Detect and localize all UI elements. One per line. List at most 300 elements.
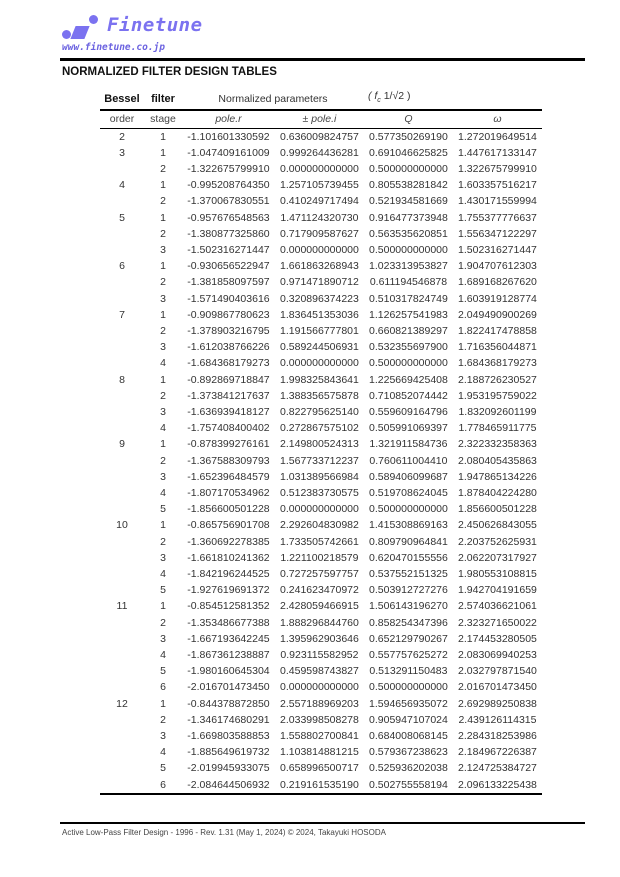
cell-omega: 1.502316271447 bbox=[458, 243, 537, 256]
cell-q: 0.620470155556 bbox=[369, 551, 448, 564]
cell-q: 0.500000000000 bbox=[369, 681, 448, 694]
cell-pole-i: 1.998325843641 bbox=[280, 373, 359, 386]
cell-pole-r: -1.378903216795 bbox=[187, 324, 270, 337]
cell-omega: 1.904707612303 bbox=[458, 260, 537, 273]
cell-omega: 2.174453280505 bbox=[458, 632, 537, 645]
cell-pole-r: -1.381858097597 bbox=[187, 276, 270, 289]
params-label-text: Normalized parameters bbox=[218, 92, 328, 105]
cell-order: 9 bbox=[119, 438, 125, 451]
cell-pole-i: 1.558802700841 bbox=[280, 730, 359, 743]
cell-omega: 1.778465911775 bbox=[458, 422, 537, 435]
cell-order bbox=[100, 388, 144, 404]
cell-omega: 2.049490900269 bbox=[458, 308, 537, 321]
table-row bbox=[100, 242, 542, 258]
cell-omega: 1.689168267620 bbox=[458, 276, 537, 289]
cell-pole-i: 0.822795625140 bbox=[280, 405, 359, 418]
cell-omega: 1.942704191659 bbox=[458, 584, 537, 597]
table-row bbox=[100, 582, 542, 598]
cell-q: 0.691046625825 bbox=[369, 146, 448, 159]
cell-pole-i: 0.000000000000 bbox=[280, 162, 359, 175]
cell-pole-r: -0.854512581352 bbox=[187, 600, 270, 613]
cell-omega: 2.062207317927 bbox=[458, 551, 537, 564]
cell-pole-r: -1.612038766226 bbox=[187, 341, 270, 354]
page-title: NORMALIZED FILTER DESIGN TABLES bbox=[62, 66, 277, 78]
cell-q: 0.557757625272 bbox=[369, 649, 448, 661]
cell-pole-i: 1.388356575878 bbox=[280, 389, 359, 402]
table-row bbox=[100, 712, 542, 728]
cell-q: 0.805538281842 bbox=[369, 179, 448, 192]
cell-stage: 4 bbox=[160, 357, 166, 370]
cell-stage: 3 bbox=[160, 341, 166, 354]
filter-label: filter bbox=[151, 92, 175, 105]
cell-order: 2 bbox=[119, 130, 125, 143]
cell-q: 0.500000000000 bbox=[369, 243, 448, 256]
cell-pole-r: -1.571490403616 bbox=[187, 292, 270, 305]
table-row bbox=[100, 566, 542, 582]
cell-q: 0.537552151325 bbox=[369, 567, 448, 580]
cell-pole-i: 0.658996500717 bbox=[280, 762, 359, 775]
table-row bbox=[100, 777, 542, 794]
cell-stage: 4 bbox=[160, 422, 166, 435]
cell-stage: 2 bbox=[160, 276, 166, 289]
cell-stage: 1 bbox=[160, 600, 166, 613]
table-row bbox=[100, 550, 542, 566]
cell-order bbox=[100, 339, 144, 355]
table-row bbox=[100, 534, 542, 550]
cell-order bbox=[100, 469, 144, 485]
bottom-divider bbox=[60, 822, 585, 824]
cell-pole-i: 0.459598743827 bbox=[280, 665, 359, 678]
cell-omega: 2.016701473450 bbox=[458, 681, 537, 694]
cell-stage: 5 bbox=[160, 503, 166, 516]
cell-stage: 6 bbox=[160, 681, 166, 694]
table-row bbox=[100, 161, 542, 177]
cell-pole-r: -1.842196244525 bbox=[187, 567, 270, 580]
cell-order bbox=[100, 323, 144, 339]
logo-dot-icon bbox=[89, 15, 98, 24]
cell-stage: 4 bbox=[160, 567, 166, 580]
cell-omega: 1.447617133147 bbox=[458, 146, 537, 159]
cell-q: 0.710852074442 bbox=[369, 389, 448, 402]
cell-pole-r: -1.101601330592 bbox=[187, 130, 270, 143]
cell-stage: 1 bbox=[160, 697, 166, 710]
cell-order bbox=[100, 744, 144, 760]
table-row bbox=[100, 210, 542, 226]
cutoff-f: ( f bbox=[367, 90, 378, 102]
cell-q: 0.809790964841 bbox=[369, 535, 448, 548]
table-row bbox=[100, 226, 542, 242]
cell-omega: 2.284318253986 bbox=[458, 730, 537, 743]
cell-pole-i: 0.000000000000 bbox=[280, 503, 359, 516]
cell-order bbox=[100, 663, 144, 679]
col-omega: ω bbox=[493, 113, 502, 126]
table-row bbox=[100, 501, 542, 517]
table-row bbox=[100, 323, 542, 339]
cell-omega: 1.684368179273 bbox=[458, 357, 537, 370]
cell-q: 0.500000000000 bbox=[369, 357, 448, 370]
cell-pole-r: -1.667193642245 bbox=[187, 632, 270, 645]
cell-q: 0.652129790267 bbox=[369, 632, 448, 645]
cell-order bbox=[100, 615, 144, 631]
cell-stage: 3 bbox=[160, 730, 166, 743]
cell-q: 0.563535620851 bbox=[369, 227, 448, 240]
cell-pole-r: -1.370067830551 bbox=[187, 195, 270, 208]
table-body bbox=[100, 128, 542, 794]
cell-pole-r: -0.909867780623 bbox=[187, 308, 270, 321]
cell-omega: 1.878404224280 bbox=[458, 486, 537, 499]
cell-pole-i: 0.636009824757 bbox=[280, 130, 359, 143]
cell-pole-i: 2.292604830982 bbox=[280, 519, 359, 532]
cell-q: 0.905947107024 bbox=[369, 713, 448, 726]
cell-pole-i: 0.717909587627 bbox=[280, 227, 359, 240]
table-row bbox=[100, 372, 542, 388]
cell-stage: 2 bbox=[160, 535, 166, 548]
cell-stage: 4 bbox=[160, 649, 166, 661]
cell-pole-i: 1.471124320730 bbox=[280, 211, 359, 224]
cell-omega: 2.032797871540 bbox=[458, 665, 537, 678]
cell-order bbox=[100, 291, 144, 307]
cell-pole-r: -1.885649619732 bbox=[187, 746, 270, 759]
table-row bbox=[100, 193, 542, 209]
cell-pole-i: 0.000000000000 bbox=[280, 681, 359, 694]
cell-pole-i: 2.149800524313 bbox=[280, 438, 359, 451]
cell-q: 0.519708624045 bbox=[369, 486, 448, 499]
cell-omega: 2.322332358363 bbox=[458, 438, 537, 451]
cell-q: 0.500000000000 bbox=[369, 162, 448, 175]
cell-pole-i: 0.272867575102 bbox=[280, 422, 359, 435]
cell-stage: 1 bbox=[160, 130, 166, 143]
footer-text: Active Low-Pass Filter Design - 1996 - Rev. 1.31 (May 1, 2024) © 2024, Takayuki HOSODA bbox=[62, 828, 386, 837]
cell-pole-r: -1.502316271447 bbox=[187, 243, 270, 256]
table-row bbox=[100, 696, 542, 712]
cell-stage: 5 bbox=[160, 762, 166, 775]
cell-stage: 2 bbox=[160, 227, 166, 240]
cell-omega: 1.603357516217 bbox=[458, 179, 537, 192]
cell-stage: 2 bbox=[160, 324, 166, 337]
cutoff-note bbox=[364, 88, 542, 110]
cell-pole-i: 0.923115582952 bbox=[280, 649, 359, 661]
cell-pole-i: 1.661863268943 bbox=[280, 260, 359, 273]
cutoff-value: 1/√2 ) bbox=[383, 90, 411, 102]
cell-order bbox=[100, 582, 144, 598]
cell-omega: 1.716356044871 bbox=[458, 341, 537, 354]
cell-omega: 1.322675799910 bbox=[458, 162, 537, 175]
cell-order: 6 bbox=[119, 260, 125, 273]
cell-order bbox=[100, 647, 144, 663]
table-row bbox=[100, 145, 542, 161]
cell-q: 0.684008068145 bbox=[369, 730, 448, 743]
cell-order bbox=[100, 728, 144, 744]
cell-order: 4 bbox=[119, 179, 125, 192]
table-header-columns bbox=[100, 110, 542, 128]
cell-order bbox=[100, 501, 144, 517]
cell-pole-i: 0.999264436281 bbox=[280, 146, 359, 159]
cell-order bbox=[100, 193, 144, 209]
cell-omega: 2.574036621061 bbox=[458, 600, 537, 613]
cell-omega: 1.603919128774 bbox=[458, 292, 537, 305]
cell-pole-i: 1.836451353036 bbox=[280, 308, 359, 321]
cell-stage: 3 bbox=[160, 470, 166, 483]
cell-order bbox=[100, 355, 144, 371]
table-row bbox=[100, 339, 542, 355]
bessel-filter-table bbox=[100, 88, 542, 795]
cell-omega: 2.184967226387 bbox=[458, 746, 537, 759]
cell-omega: 1.947865134226 bbox=[458, 470, 537, 483]
cell-stage: 1 bbox=[160, 438, 166, 451]
cell-omega: 1.856600501228 bbox=[458, 503, 537, 516]
cell-omega: 2.188726230527 bbox=[458, 373, 537, 386]
cell-stage: 3 bbox=[160, 632, 166, 645]
cell-stage: 5 bbox=[160, 584, 166, 597]
table-row bbox=[100, 485, 542, 501]
cell-stage: 3 bbox=[160, 243, 166, 256]
cell-stage: 1 bbox=[160, 260, 166, 273]
cell-pole-i: 1.031389566984 bbox=[280, 470, 359, 483]
col-order: order bbox=[109, 113, 135, 126]
cell-order: 8 bbox=[119, 373, 125, 386]
cell-order bbox=[100, 420, 144, 436]
cell-stage: 1 bbox=[160, 211, 166, 224]
cell-pole-r: -1.652396484579 bbox=[187, 470, 270, 483]
cell-pole-r: -0.930656522947 bbox=[187, 260, 270, 273]
cell-pole-i: 2.033998508278 bbox=[280, 713, 359, 726]
cell-pole-r: -1.346174680291 bbox=[187, 713, 270, 726]
cell-q: 0.513291150483 bbox=[369, 665, 448, 678]
table-row bbox=[100, 355, 542, 371]
table-row bbox=[100, 453, 542, 469]
cell-q: 0.500000000000 bbox=[369, 503, 448, 516]
cell-omega: 2.096133225438 bbox=[458, 778, 537, 791]
cell-q: 0.505991069397 bbox=[369, 422, 448, 435]
cell-pole-r: -0.995208764350 bbox=[187, 179, 270, 192]
cell-q: 1.321911584736 bbox=[369, 438, 448, 451]
cell-q: 0.502755558194 bbox=[369, 778, 448, 791]
cell-stage: 4 bbox=[160, 746, 166, 759]
cell-order bbox=[100, 777, 144, 794]
cell-order bbox=[100, 242, 144, 258]
cell-pole-i: 1.257105739455 bbox=[280, 179, 359, 192]
cell-pole-i: 0.512383730575 bbox=[280, 486, 359, 499]
cell-stage: 2 bbox=[160, 454, 166, 467]
cell-pole-r: -1.980160645304 bbox=[187, 665, 270, 678]
table-row bbox=[100, 128, 542, 145]
cell-stage: 4 bbox=[160, 486, 166, 499]
cell-pole-r: -0.844378872850 bbox=[187, 697, 270, 710]
cell-pole-i: 0.219161535190 bbox=[280, 778, 359, 791]
cell-q: 1.506143196270 bbox=[369, 600, 448, 613]
cell-q: 0.510317824749 bbox=[369, 292, 448, 305]
cell-pole-r: -1.927619691372 bbox=[187, 584, 270, 597]
cell-pole-r: -1.353486677388 bbox=[187, 616, 270, 629]
cell-pole-r: -1.047409161009 bbox=[187, 146, 270, 159]
cell-pole-i: 0.000000000000 bbox=[280, 243, 359, 256]
cell-omega: 1.272019649514 bbox=[458, 130, 537, 143]
table-row bbox=[100, 663, 542, 679]
cell-omega: 2.080405435863 bbox=[458, 454, 537, 467]
cell-order bbox=[100, 226, 144, 242]
cell-q: 1.126257541983 bbox=[369, 308, 448, 321]
cell-pole-i: 1.733505742661 bbox=[280, 535, 359, 548]
logo-bar-icon bbox=[70, 26, 89, 39]
cell-order bbox=[100, 760, 144, 776]
cell-stage: 2 bbox=[160, 616, 166, 629]
table-row bbox=[100, 631, 542, 647]
cell-stage: 2 bbox=[160, 162, 166, 175]
cell-order bbox=[100, 274, 144, 290]
cell-pole-i: 2.428059466915 bbox=[280, 600, 359, 613]
cell-order bbox=[100, 404, 144, 420]
cell-q: 1.415308869163 bbox=[369, 519, 448, 532]
cell-stage: 3 bbox=[160, 551, 166, 564]
table-row bbox=[100, 615, 542, 631]
cell-pole-r: -1.322675799910 bbox=[187, 162, 270, 175]
cell-q: 0.611194546878 bbox=[369, 276, 448, 289]
cell-pole-i: 0.000000000000 bbox=[280, 357, 359, 370]
cell-stage: 1 bbox=[160, 308, 166, 321]
cell-q: 0.559609164796 bbox=[369, 405, 448, 418]
cell-q: 0.577350269190 bbox=[369, 130, 448, 143]
cell-pole-i: 1.567733712237 bbox=[280, 454, 359, 467]
cell-pole-r: -1.867361238887 bbox=[187, 649, 270, 661]
table-row bbox=[100, 388, 542, 404]
cell-order: 3 bbox=[119, 146, 125, 159]
col-q: Q bbox=[404, 113, 413, 126]
cell-omega: 1.430171559994 bbox=[458, 195, 537, 208]
cell-pole-i: 0.971471890712 bbox=[280, 276, 359, 289]
cell-order bbox=[100, 631, 144, 647]
col-pole-i: ± pole.i bbox=[302, 113, 337, 126]
cell-pole-r: -1.684368179273 bbox=[187, 357, 270, 370]
cell-pole-r: -2.019945933075 bbox=[187, 762, 270, 775]
cutoff-sub: c bbox=[377, 97, 381, 105]
cell-omega: 2.692989250838 bbox=[458, 697, 537, 710]
table-row bbox=[100, 177, 542, 193]
table-row bbox=[100, 728, 542, 744]
cell-pole-r: -1.373841217637 bbox=[187, 389, 270, 402]
cell-stage: 2 bbox=[160, 195, 166, 208]
cell-stage: 2 bbox=[160, 389, 166, 402]
cell-q: 1.594656935072 bbox=[369, 697, 448, 710]
cell-pole-r: -0.878399276161 bbox=[187, 438, 270, 451]
cell-omega: 2.083069940253 bbox=[458, 649, 537, 661]
table-row bbox=[100, 744, 542, 760]
cell-q: 0.589406099687 bbox=[369, 470, 448, 483]
cell-omega: 2.124725384727 bbox=[458, 762, 537, 775]
cell-q: 0.503912727276 bbox=[369, 584, 448, 597]
cell-pole-r: -0.865756901708 bbox=[187, 519, 270, 532]
cell-pole-i: 0.589244506931 bbox=[280, 341, 359, 354]
cell-stage: 3 bbox=[160, 405, 166, 418]
cell-omega: 1.755377776637 bbox=[458, 211, 537, 224]
cell-omega: 2.203752625931 bbox=[458, 535, 537, 548]
cell-omega: 1.822417478858 bbox=[458, 324, 537, 337]
cell-pole-i: 0.727257597757 bbox=[280, 567, 359, 580]
table-header-top bbox=[100, 88, 542, 110]
cell-stage: 3 bbox=[160, 292, 166, 305]
brand-name: Finetune bbox=[107, 14, 203, 36]
cell-pole-i: 2.557188969203 bbox=[280, 697, 359, 710]
cell-pole-i: 0.410249717494 bbox=[280, 195, 359, 208]
cell-q: 0.760611004410 bbox=[369, 454, 448, 467]
params-label bbox=[182, 88, 364, 110]
table-row bbox=[100, 420, 542, 436]
cell-omega: 1.556347122297 bbox=[458, 227, 537, 240]
table-row bbox=[100, 258, 542, 274]
cell-omega: 1.832092601199 bbox=[458, 405, 537, 418]
cell-q: 0.532355697900 bbox=[369, 341, 448, 354]
cell-q: 1.225669425408 bbox=[369, 373, 448, 386]
table-row bbox=[100, 679, 542, 695]
cell-order bbox=[100, 161, 144, 177]
cell-stage: 5 bbox=[160, 665, 166, 678]
cell-q: 0.858254347396 bbox=[369, 616, 448, 629]
cell-stage: 1 bbox=[160, 373, 166, 386]
table-row bbox=[100, 436, 542, 452]
table-row bbox=[100, 598, 542, 614]
cell-pole-r: -1.757408400402 bbox=[187, 422, 270, 435]
table-row bbox=[100, 404, 542, 420]
cell-stage: 2 bbox=[160, 713, 166, 726]
cell-pole-r: -1.661810241362 bbox=[187, 551, 270, 564]
cell-pole-i: 0.320896374223 bbox=[280, 292, 359, 305]
top-divider bbox=[60, 58, 585, 61]
cell-omega: 1.953195759022 bbox=[458, 389, 537, 402]
cell-pole-i: 1.221100218579 bbox=[280, 551, 359, 564]
table-row bbox=[100, 517, 542, 533]
col-stage: stage bbox=[150, 113, 176, 126]
table-row bbox=[100, 291, 542, 307]
cell-order bbox=[100, 485, 144, 501]
cell-order: 5 bbox=[119, 211, 125, 224]
cell-stage: 1 bbox=[160, 179, 166, 192]
table-row bbox=[100, 647, 542, 663]
filter-type-label: Bessel bbox=[104, 92, 140, 105]
cell-pole-i: 1.888296844760 bbox=[280, 616, 359, 629]
cell-order: 10 bbox=[116, 519, 128, 532]
finetune-logo[interactable] bbox=[60, 12, 260, 40]
cell-q: 0.579367238623 bbox=[369, 746, 448, 759]
cell-order: 11 bbox=[116, 600, 128, 613]
cell-pole-r: -1.669803588853 bbox=[187, 730, 270, 743]
table-row bbox=[100, 274, 542, 290]
cell-order bbox=[100, 712, 144, 728]
cell-omega: 1.980553108815 bbox=[458, 567, 537, 580]
cell-pole-r: -0.892869718847 bbox=[187, 373, 270, 386]
cell-pole-i: 1.103814881215 bbox=[280, 746, 359, 759]
cell-order: 7 bbox=[119, 308, 125, 321]
cell-order bbox=[100, 550, 144, 566]
col-pole-r: pole.r bbox=[215, 113, 242, 126]
cell-q: 0.521934581669 bbox=[369, 195, 448, 208]
site-url-link[interactable]: www.finetune.co.jp bbox=[62, 42, 165, 53]
cell-order bbox=[100, 534, 144, 550]
cell-stage: 6 bbox=[160, 778, 166, 791]
cell-omega: 2.323271650022 bbox=[458, 616, 537, 629]
cell-pole-r: -1.856600501228 bbox=[187, 503, 270, 516]
table-row bbox=[100, 469, 542, 485]
cell-order bbox=[100, 679, 144, 695]
cell-pole-r: -1.367588309793 bbox=[187, 454, 270, 467]
table-row bbox=[100, 760, 542, 776]
cell-pole-r: -1.807170534962 bbox=[187, 486, 270, 499]
cell-pole-r: -1.360692278385 bbox=[187, 535, 270, 548]
cell-q: 1.023313953827 bbox=[369, 260, 448, 273]
cell-pole-r: -2.016701473450 bbox=[187, 681, 270, 694]
cell-order: 12 bbox=[116, 697, 128, 710]
cell-stage: 1 bbox=[160, 146, 166, 159]
cell-pole-r: -2.084644506932 bbox=[187, 778, 270, 791]
cell-omega: 2.450626843055 bbox=[458, 519, 537, 532]
